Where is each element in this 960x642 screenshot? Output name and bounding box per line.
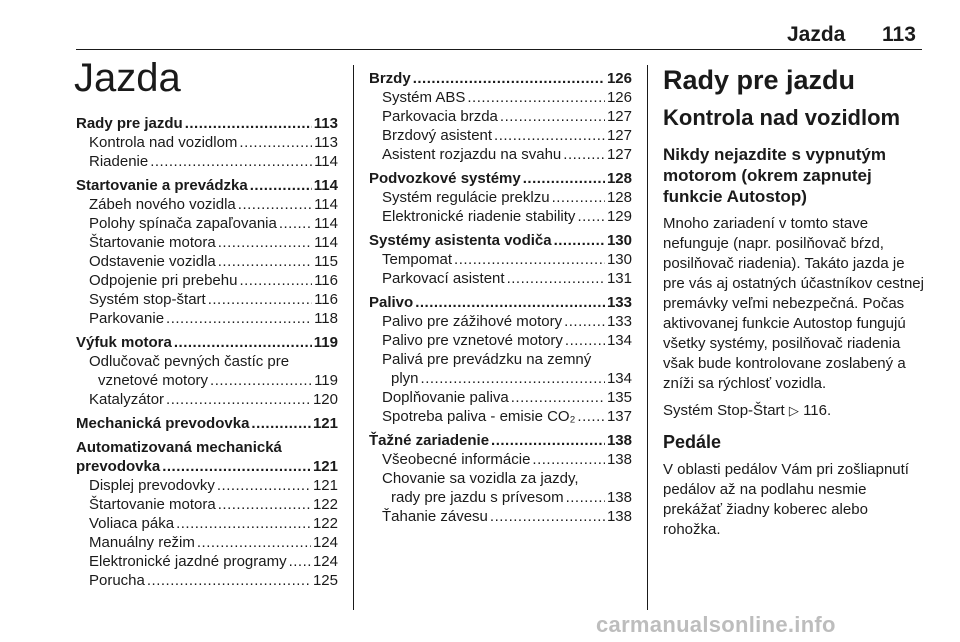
toc-entry-label: Startovanie a prevádzka xyxy=(76,177,248,194)
toc-entry-label: prevodovka xyxy=(76,458,161,475)
toc-entry xyxy=(76,196,338,215)
toc-entry-label: Voliaca páka xyxy=(89,515,175,532)
toc-entry xyxy=(76,534,338,553)
arrow-right-icon: ▷ xyxy=(788,403,799,418)
toc-entry xyxy=(76,310,338,329)
toc-entry-label: Automatizovaná mechanická xyxy=(76,439,282,456)
toc-leader-dots xyxy=(279,215,312,232)
toc-entry-label: Systémy asistenta vodiča xyxy=(369,232,552,249)
toc-entry xyxy=(369,146,632,165)
toc-leader-dots xyxy=(166,310,312,327)
toc-entry-page: 135 xyxy=(606,389,632,406)
toc-entry-label: Chovanie sa vozidla za jazdy, xyxy=(382,470,579,487)
toc-entry-page: 127 xyxy=(606,127,632,144)
toc-entry-label: Elektronické jazdné programy xyxy=(89,553,287,570)
watermark: carmanualsonline.info xyxy=(596,612,836,637)
toc-entry-label: Palivá pre prevádzku na zemný xyxy=(382,351,592,368)
toc-entry-page: 134 xyxy=(606,332,632,349)
toc-entry xyxy=(369,70,632,89)
toc-entry-page: 137 xyxy=(606,408,632,425)
toc-entry xyxy=(369,251,632,270)
header-rule xyxy=(76,49,922,50)
toc-entry xyxy=(369,89,632,108)
toc-leader-dots xyxy=(577,208,605,225)
toc-entry-label: Brzdy xyxy=(369,70,411,87)
toc-leader-dots xyxy=(208,291,312,308)
toc-entry-label: Rady pre jazdu xyxy=(76,115,183,132)
toc-entry-label: Zábeh nového vozidla xyxy=(89,196,236,213)
toc-entry-page: 116 xyxy=(314,291,338,308)
toc-entry-page: 118 xyxy=(314,310,338,327)
toc-entry-label: Asistent rozjazdu na svahu xyxy=(382,146,562,163)
toc-leader-dots xyxy=(563,146,605,163)
toc-entry-label: Displej prevodovky xyxy=(89,477,215,494)
toc-entry-label: Tempomat xyxy=(382,251,453,268)
toc-leader-dots xyxy=(238,196,312,213)
toc-leader-dots xyxy=(147,572,311,589)
toc-entry xyxy=(76,272,338,291)
toc-entry xyxy=(369,408,632,427)
toc-leader-dots xyxy=(166,391,311,408)
cross-reference-page: 116. xyxy=(803,402,832,419)
toc-leader-dots xyxy=(218,253,312,270)
toc-leader-dots xyxy=(289,553,311,570)
toc-entry xyxy=(76,477,338,496)
toc-leader-dots xyxy=(197,534,311,551)
toc-entry xyxy=(369,370,632,389)
toc-entry-page: 113 xyxy=(313,115,338,132)
toc-leader-dots xyxy=(415,294,605,311)
toc-entry-page: 133 xyxy=(606,313,632,330)
warning-heading: Nikdy nejazdite s vypnutým motorom (okrem zapnutej funkcie Autostop) xyxy=(663,145,886,206)
toc-leader-dots xyxy=(491,432,605,449)
toc-entry xyxy=(369,451,632,470)
toc-entry xyxy=(76,553,338,572)
toc-leader-dots xyxy=(494,127,605,144)
toc-entry-label: Ťahanie závesu xyxy=(382,508,488,525)
toc-entry xyxy=(369,489,632,508)
toc-entry xyxy=(76,215,338,234)
toc-entry xyxy=(369,351,632,370)
toc-entry-page: 115 xyxy=(314,253,338,270)
toc-entry-page: 124 xyxy=(312,553,338,570)
toc-leader-dots xyxy=(239,134,312,151)
toc-leader-dots xyxy=(490,508,605,525)
toc-entry xyxy=(369,389,632,408)
toc-entry-label: Manuálny režim xyxy=(89,534,195,551)
toc-entry-label: Brzdový asistent xyxy=(382,127,493,144)
toc-entry-page: 131 xyxy=(606,270,632,287)
toc-entry-label: Ťažné zariadenie xyxy=(369,432,490,449)
toc-leader-dots xyxy=(413,70,605,87)
toc-entry-page: 121 xyxy=(312,458,338,475)
toc-leader-dots xyxy=(421,370,605,387)
toc-leader-dots xyxy=(217,477,311,494)
toc-entry-page: 114 xyxy=(314,215,338,232)
toc-entry-label: Polohy spínača zapaľovania xyxy=(89,215,277,232)
toc-entry-page: 114 xyxy=(314,234,338,251)
toc-entry xyxy=(76,253,338,272)
toc-entry-label: Parkovanie xyxy=(89,310,165,327)
toc-entry-label: Systém ABS xyxy=(382,89,466,106)
toc-entry xyxy=(76,572,338,591)
toc-entry-label: plyn xyxy=(391,370,419,387)
toc-entry xyxy=(76,234,338,253)
toc-entry-page: 130 xyxy=(606,232,632,249)
toc-entry-label: Riadenie xyxy=(89,153,149,170)
toc-entry-page: 134 xyxy=(606,370,632,387)
toc-entry-page: 126 xyxy=(606,89,632,106)
toc-entry-page: 120 xyxy=(312,391,338,408)
toc-entry xyxy=(369,432,632,451)
toc-entry xyxy=(369,232,632,251)
toc-entry-page: 121 xyxy=(312,477,338,494)
toc-entry-label: Palivo xyxy=(369,294,414,311)
toc-leader-dots xyxy=(511,389,605,406)
toc-entry-page: 133 xyxy=(606,294,632,311)
toc-entry-label: Mechanická prevodovka xyxy=(76,415,250,432)
page-number: 113 xyxy=(882,23,916,46)
toc-entry-page: 138 xyxy=(606,489,632,506)
section-heading: Rady pre jazdu xyxy=(663,65,856,95)
toc-leader-dots xyxy=(552,189,605,206)
toc-entry-page: 127 xyxy=(606,108,632,125)
toc-entry xyxy=(369,313,632,332)
toc-entry-label: Všeobecné informácie xyxy=(382,451,531,468)
toc-leader-dots xyxy=(239,272,312,289)
toc-entry-page: 113 xyxy=(314,134,338,151)
toc-entry-label: vznetové motory xyxy=(98,372,209,389)
toc-entry xyxy=(76,353,338,372)
toc-leader-dots xyxy=(523,170,605,187)
toc-entry-label: Porucha xyxy=(89,572,145,589)
toc-entry-page: 125 xyxy=(312,572,338,589)
toc-entry xyxy=(76,177,338,196)
toc-leader-dots xyxy=(565,332,605,349)
toc-entry-label: Odpojenie pri prebehu xyxy=(89,272,238,289)
toc-leader-dots xyxy=(532,451,605,468)
toc-entry xyxy=(369,294,632,313)
toc-entry xyxy=(369,127,632,146)
toc-entry xyxy=(369,270,632,289)
toc-entry-label: Odstavenie vozidla xyxy=(89,253,216,270)
toc-entry-label: Parkovacia brzda xyxy=(382,108,498,125)
toc-entry-page: 128 xyxy=(606,170,632,187)
toc-leader-dots xyxy=(566,489,605,506)
toc-entry-page: 138 xyxy=(606,508,632,525)
toc-entry-page: 114 xyxy=(313,177,338,194)
toc-entry xyxy=(369,332,632,351)
toc-leader-dots xyxy=(250,177,312,194)
toc-entry xyxy=(76,458,338,477)
toc-entry xyxy=(76,391,338,410)
toc-entry xyxy=(76,415,338,434)
toc-entry-label: rady pre jazdu s prívesom xyxy=(391,489,564,506)
pedals-paragraph: V oblasti pedálov Vám pri zošliapnutí pedálov až na podlahu nesmie prekážať žiadny koberec alebo rohožka. xyxy=(663,461,909,538)
toc-leader-dots xyxy=(554,232,605,249)
toc-entry-page: 116 xyxy=(314,272,338,289)
toc-entry-label: Štartovanie motora xyxy=(89,234,216,251)
toc-entry-page: 130 xyxy=(606,251,632,268)
toc-entry-label: Výfuk motora xyxy=(76,334,172,351)
toc-entry-label: Parkovací asistent xyxy=(382,270,505,287)
toc-leader-dots xyxy=(176,515,311,532)
toc-leader-dots xyxy=(577,408,605,425)
toc-entry-page: 119 xyxy=(314,372,338,389)
toc-entry xyxy=(76,372,338,391)
toc-column-middle xyxy=(369,70,632,527)
toc-entry xyxy=(369,189,632,208)
toc-entry-page: 129 xyxy=(606,208,632,225)
toc-entry-label: Kontrola nad vozidlom xyxy=(89,134,238,151)
toc-entry-page: 138 xyxy=(606,432,632,449)
toc-leader-dots xyxy=(150,153,312,170)
toc-entry xyxy=(76,515,338,534)
toc-leader-dots xyxy=(564,313,605,330)
toc-entry-page: 114 xyxy=(314,196,338,213)
toc-entry-label: Štartovanie motora xyxy=(89,496,216,513)
toc-entry-page: 127 xyxy=(606,146,632,163)
chapter-title: Jazda xyxy=(74,56,181,100)
toc-entry-label: Systém stop-štart xyxy=(89,291,206,308)
toc-entry xyxy=(76,153,338,172)
toc-entry xyxy=(369,170,632,189)
toc-entry-label: Katalyzátor xyxy=(89,391,165,408)
toc-entry-label: Doplňovanie paliva xyxy=(382,389,509,406)
toc-entry-label: Palivo pre zážihové motory xyxy=(382,313,563,330)
toc-entry-label: Systém regulácie preklzu xyxy=(382,189,550,206)
column-divider-1 xyxy=(353,65,354,610)
page-header xyxy=(0,0,960,60)
toc-entry-page: 114 xyxy=(314,153,338,170)
toc-entry-page: 128 xyxy=(606,189,632,206)
column-divider-2 xyxy=(647,65,648,610)
toc-entry xyxy=(369,508,632,527)
toc-leader-dots xyxy=(162,458,311,475)
toc-entry-label: Odlučovač pevných častíc pre xyxy=(89,353,290,370)
toc-entry-label: Podvozkové systémy xyxy=(369,170,521,187)
toc-leader-dots xyxy=(507,270,605,287)
toc-entry-label: Spotreba paliva - emisie CO₂ xyxy=(382,408,576,425)
body-paragraph: Mnoho zariadení v tomto stave nefunguje (napr. posilňovač bŕzd, posilňovač riadenia). Takáto jazda je pre vás aj ostatných účastníkov cestnej premávky veľmi nebezpečná. Počas aktivovanej funkcie Autostop fungujú všetky systémy, posilňovač riadenia však bude kontrolovane zoslabený a zníži sa rýchlosť vozidla. xyxy=(663,215,924,392)
toc-leader-dots xyxy=(251,415,311,432)
toc-entry xyxy=(76,115,338,134)
toc-leader-dots xyxy=(185,115,312,132)
toc-entry xyxy=(76,291,338,310)
toc-leader-dots xyxy=(174,334,312,351)
running-head-title: Jazda xyxy=(787,23,846,46)
toc-leader-dots xyxy=(500,108,605,125)
toc-entry xyxy=(369,208,632,227)
section-content xyxy=(663,64,925,540)
toc-entry-page: 121 xyxy=(312,415,338,432)
cross-reference xyxy=(663,401,925,421)
toc-entry xyxy=(76,439,338,458)
toc-entry xyxy=(76,496,338,515)
pedals-heading: Pedále xyxy=(663,432,722,452)
toc-entry-page: 126 xyxy=(606,70,632,87)
toc-leader-dots xyxy=(467,89,605,106)
toc-leader-dots xyxy=(218,234,312,251)
toc-entry xyxy=(369,470,632,489)
toc-leader-dots xyxy=(454,251,605,268)
toc-entry-page: 119 xyxy=(313,334,338,351)
toc-entry-page: 124 xyxy=(312,534,338,551)
cross-reference-text: Systém Stop-Štart xyxy=(663,402,785,419)
toc-entry-label: Palivo pre vznetové motory xyxy=(382,332,563,349)
toc-leader-dots xyxy=(210,372,312,389)
toc-entry xyxy=(76,134,338,153)
subsection-heading: Kontrola nad vozidlom xyxy=(663,105,901,130)
toc-entry xyxy=(369,108,632,127)
toc-entry-page: 138 xyxy=(606,451,632,468)
toc-entry-label: Elektronické riadenie stability xyxy=(382,208,576,225)
toc-entry-page: 122 xyxy=(312,496,338,513)
toc-column-left xyxy=(76,115,338,591)
toc-entry xyxy=(76,334,338,353)
toc-leader-dots xyxy=(218,496,311,513)
toc-entry-page: 122 xyxy=(312,515,338,532)
